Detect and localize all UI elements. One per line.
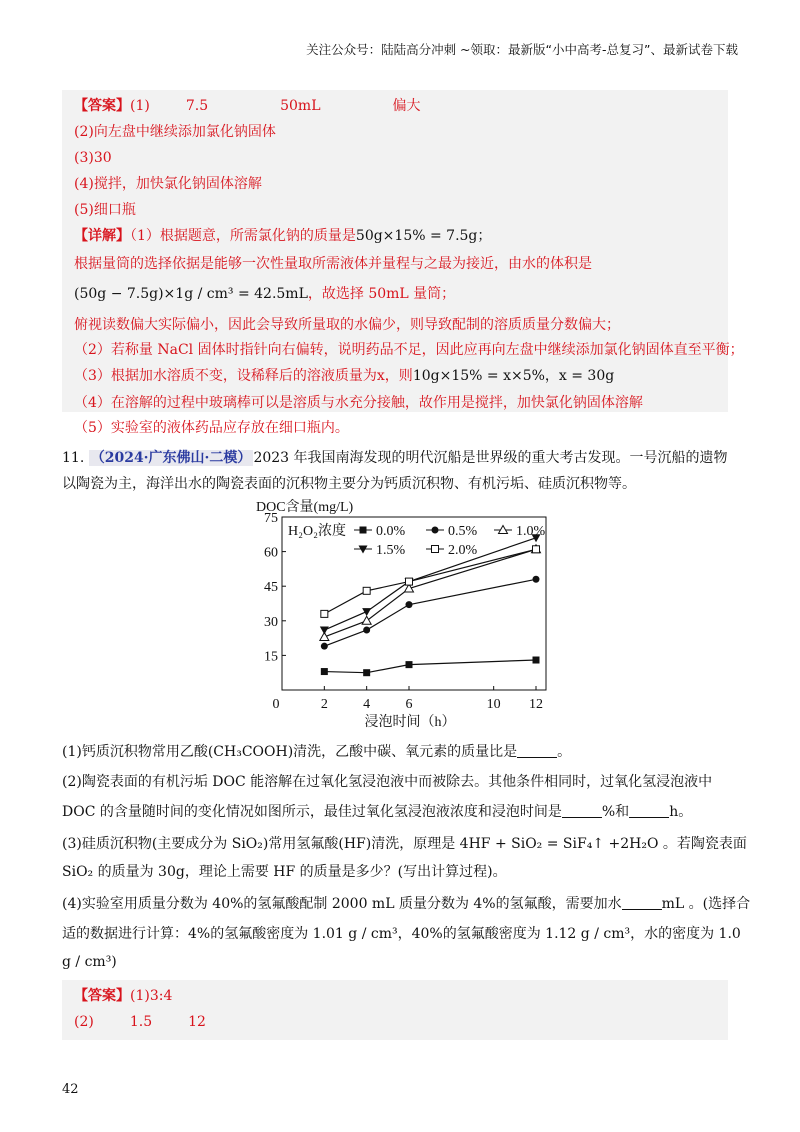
data-point bbox=[406, 661, 413, 668]
question-11-stem-2: 以陶瓷为主，海洋出水的陶瓷表面的沉积物主要分为钙质沉积物、有机污垢、硅质沉积物等。 bbox=[62, 476, 636, 492]
answer-line-5: (5)细口瓶 bbox=[74, 202, 136, 218]
y-axis-label: DOC含量(mg/L) bbox=[256, 500, 354, 515]
answer-line-3: (3)30 bbox=[74, 150, 112, 166]
page-number: 42 bbox=[62, 1082, 79, 1097]
doc-line-chart bbox=[250, 497, 550, 732]
series-line bbox=[324, 538, 536, 630]
legend-label: 0.0% bbox=[376, 524, 406, 539]
question-11-stem-1: 11. （2024·广东佛山·二模） 2023 年我国南海发现的明代沉船是世界级的重大考古发现。一号沉船的遗物 bbox=[62, 450, 728, 466]
y-tick-label: 45 bbox=[264, 580, 278, 596]
detail-line-5: （2）若称量 NaCl 固体时指针向右偏转，说明药品不足，因此应再向左盘中继续添加氯化钠固体直至平衡； bbox=[74, 342, 744, 358]
data-point bbox=[533, 576, 540, 583]
x-tick-label: 6 bbox=[405, 697, 413, 712]
x-tick-label: 2 bbox=[320, 697, 328, 712]
data-point bbox=[321, 643, 328, 650]
question-11-part-4a: (4)实验室用质量分数为 40%的氢氟酸配制 2000 mL 质量分数为 4%的氢氟酸，需要加水 mL 。(选择合 bbox=[62, 896, 751, 912]
data-point bbox=[321, 668, 328, 675]
data-point bbox=[360, 527, 367, 534]
answer-label: 【答案】 bbox=[74, 98, 130, 114]
answer-blank[interactable] bbox=[629, 803, 669, 818]
data-point bbox=[363, 669, 370, 676]
y-tick-label: 15 bbox=[264, 649, 278, 665]
legend-label: 2.0% bbox=[448, 543, 478, 558]
legend-label: 1.0% bbox=[516, 524, 546, 539]
data-point bbox=[320, 627, 329, 635]
detail-line-8: （5）实验室的液体药品应存放在细口瓶内。 bbox=[74, 420, 349, 436]
legend-label: 1.5% bbox=[376, 543, 406, 558]
question-11-part-4b: 适的数据进行计算：4%的氢氟酸密度为 1.01 g / cm³，40%的氢氟酸密度为 1.12 g / cm³，水的密度为 1.0 bbox=[62, 926, 741, 942]
question-11-part-3b: SiO₂ 的质量为 30g，理论上需要 HF 的质量是多少？(写出计算过程)。 bbox=[62, 864, 507, 880]
detail-line-3: (50g − 7.5g)×1g / cm³ = 42.5mL，故选择 50mL 量筒； bbox=[74, 286, 456, 302]
detail-line-2: 根据量筒的选择依据是能够一次性量取所需液体并量程与之最为接近，由水的体积是 bbox=[74, 256, 592, 272]
data-point bbox=[321, 610, 328, 617]
series-line bbox=[324, 579, 536, 646]
question-source-tag: （2024·广东佛山·二模） bbox=[90, 450, 252, 466]
answer2-line-1: 【答案】(1)3:4 bbox=[74, 988, 173, 1004]
series-line bbox=[324, 660, 536, 673]
data-point bbox=[533, 546, 540, 553]
question-11-part-4c: g / cm³) bbox=[62, 954, 117, 970]
x-tick-label: 4 bbox=[363, 697, 371, 712]
y-tick-label: 60 bbox=[264, 545, 278, 561]
data-point bbox=[432, 527, 439, 534]
y-tick-label: 30 bbox=[264, 614, 278, 630]
detail-line-7: （4）在溶解的过程中玻璃棒可以是溶质与水充分接触，故作用是搅拌，加快氯化钠固体溶解 bbox=[74, 395, 643, 411]
detail-line-4: 俯视读数偏大实际偏小，因此会导致所量取的水偏少，则导致配制的溶质质量分数偏大； bbox=[74, 317, 620, 333]
x-tick-label: 12 bbox=[529, 697, 543, 712]
x-axis-label: 浸泡时间（h） bbox=[364, 715, 456, 730]
question-11-part-1: (1)钙质沉积物常用乙酸(CH₃COOH)清洗，乙酸中碳、氧元素的质量比是 。 bbox=[62, 744, 572, 760]
answer-line-4: (4)搅拌，加快氯化钠固体溶解 bbox=[74, 176, 262, 192]
data-point bbox=[406, 578, 413, 585]
answer-line-2: (2)向左盘中继续添加氯化钠固体 bbox=[74, 124, 276, 140]
data-point bbox=[406, 601, 413, 608]
detail-line-1: 【详解】（1）根据题意，所需氯化钠的质量是50g×15% = 7.5g； bbox=[74, 228, 492, 244]
question-11-part-2a: (2)陶瓷表面的有机污垢 DOC 能溶解在过氧化氢浸泡液中而被除去。其他条件相同时，过氧化氢浸泡液中 bbox=[62, 774, 713, 790]
detail-label: 【详解】 bbox=[74, 228, 130, 244]
data-point bbox=[432, 546, 439, 553]
answer2-line-2: (2) 1.5 12 bbox=[74, 1014, 206, 1030]
data-point bbox=[362, 616, 371, 624]
data-point bbox=[362, 608, 371, 616]
question-11-part-2b: DOC 的含量随时间的变化情况如图所示，最佳过氧化氢浸泡液浓度和浸泡时间是 %和 h。 bbox=[62, 804, 693, 820]
answer-blank[interactable] bbox=[517, 743, 557, 758]
y-tick-label: 75 bbox=[264, 511, 278, 526]
detail-line-6: （3）根据加水溶质不变，设稀释后的溶液质量为x，则10g×15% = x×5%，x = 30g bbox=[74, 368, 615, 384]
x-tick-label: 10 bbox=[486, 697, 501, 712]
answer-blank[interactable] bbox=[562, 803, 602, 818]
data-point bbox=[363, 587, 370, 594]
x-tick-label: 0 bbox=[272, 697, 280, 712]
answer-line-1: 【答案】(1) 7.5 50mL 偏大 bbox=[74, 98, 421, 114]
legend-title: H₂O₂浓度 bbox=[288, 524, 346, 539]
series-line bbox=[324, 549, 536, 637]
question-11-part-3a: (3)硅质沉积物(主要成分为 SiO₂)常用氢氟酸(HF)清洗，原理是 4HF + SiO₂ = SiF₄↑ +2H₂O 。若陶瓷表面 bbox=[62, 836, 747, 852]
answer-blank[interactable] bbox=[622, 895, 662, 910]
legend-label: 0.5% bbox=[448, 524, 478, 539]
data-point bbox=[533, 657, 540, 664]
page-header: 关注公众号：陆陆高分冲刺 ~领取：最新版“小中高考-总复习”、最新试卷下载 bbox=[306, 42, 738, 57]
data-point bbox=[363, 627, 370, 634]
